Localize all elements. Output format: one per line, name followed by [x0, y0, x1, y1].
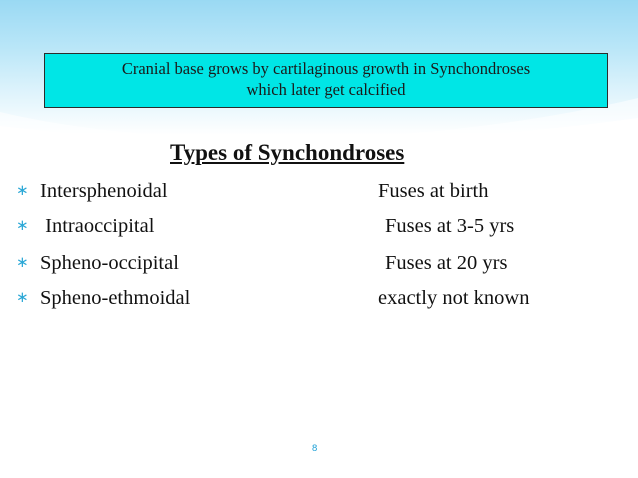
list-item	[0, 180, 638, 208]
fusion-time: Fuses at birth	[378, 180, 489, 202]
fusion-time: Fuses at 3-5 yrs	[385, 215, 515, 237]
list-item	[0, 252, 638, 280]
fusion-time: exactly not known	[378, 287, 530, 309]
list-item	[0, 215, 638, 243]
callout-line-1: Cranial base grows by cartilaginous growth in Synchondroses	[121, 59, 531, 78]
callout-line-2: which later get calcified	[246, 80, 406, 99]
asterisk-bullet-icon: ∗	[16, 181, 29, 199]
asterisk-bullet-icon: ∗	[16, 288, 29, 306]
synchondrosis-name: Spheno-occipital	[40, 252, 179, 274]
asterisk-bullet-icon: ∗	[16, 216, 29, 234]
list-item	[0, 287, 638, 315]
asterisk-bullet-icon: ∗	[16, 253, 29, 271]
synchondrosis-name: Intersphenoidal	[40, 180, 168, 202]
callout-box	[44, 53, 608, 108]
fusion-time: Fuses at 20 yrs	[385, 252, 508, 274]
synchondrosis-name: Intraoccipital	[40, 215, 155, 237]
synchondrosis-name: Spheno-ethmoidal	[40, 287, 191, 309]
page-number: 8	[312, 443, 318, 454]
section-heading: Types of Synchondroses	[170, 140, 405, 165]
